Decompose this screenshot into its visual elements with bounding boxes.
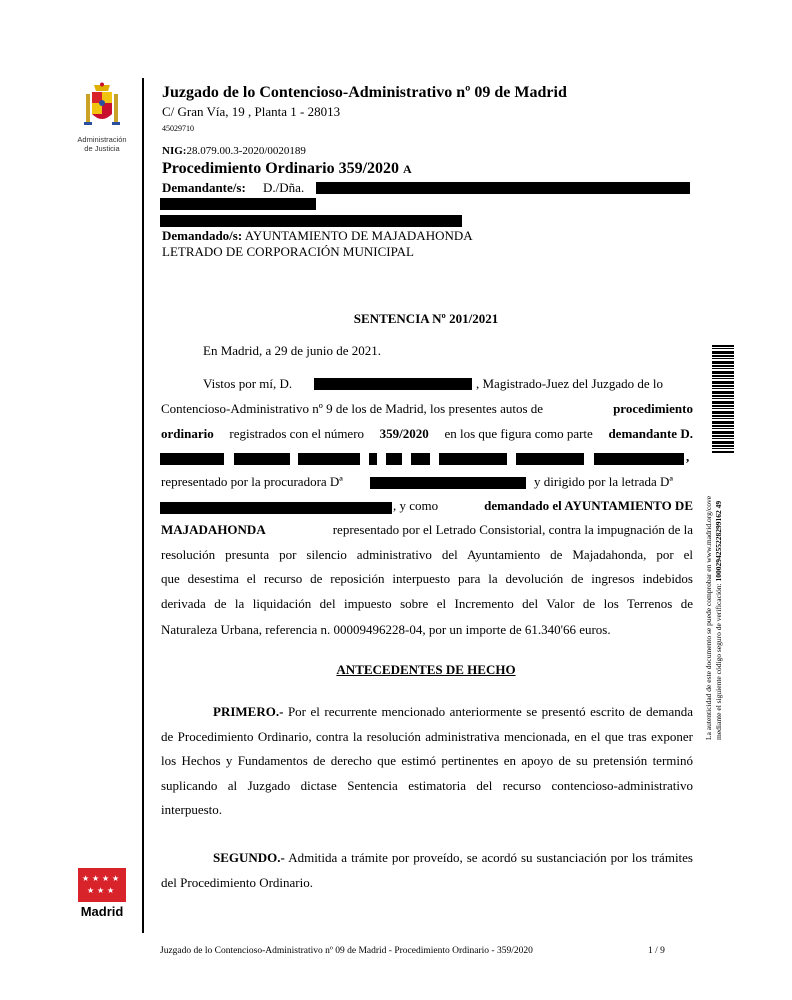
redaction <box>369 453 377 465</box>
paragraph-primero <box>161 700 693 823</box>
redaction <box>160 215 462 227</box>
body-line-1a: Vistos por mí, D. <box>203 376 293 391</box>
redaction <box>516 453 584 465</box>
paragraph-segundo <box>161 846 693 895</box>
redaction <box>314 378 472 390</box>
section-title: ANTECEDENTES DE HECHO <box>336 662 516 677</box>
body-line-8: resolución presunta por silencio administrativo del Ayuntamiento de Majadahonda, por el <box>161 547 693 562</box>
logo-caption-1: Administración <box>77 135 127 144</box>
nig-line <box>162 145 306 157</box>
madrid-name: Madrid <box>80 904 124 919</box>
redaction <box>160 198 316 210</box>
redaction <box>298 453 360 465</box>
verification-code: 1000294255228299162 49 <box>714 500 723 582</box>
primero-label: PRIMERO.- <box>213 704 284 719</box>
body-line-3a: ordinario <box>161 426 214 441</box>
plaintiff-prefix: D./Dña. <box>263 180 305 195</box>
redaction <box>160 502 392 514</box>
body-line-7a: MAJADAHONDA <box>161 522 266 537</box>
body-line-5a: representado por la procuradora Dª <box>161 474 343 489</box>
primero-text: Por el recurrente mencionado anteriormente se presentó escrito de demanda de Procedimiento Ordinario, contra la resolución administrativa mencionada, en el que tras exponer los Hechos y Fundamentos de derecho que estimó pertinentes en apoyo de su pretensión terminó suplicando al Juzgado dictase Sentencia estimatoria del recurso contencioso-administrativo interpuesto. <box>161 704 694 818</box>
sentence-title: SENTENCIA Nº 201/2021 <box>353 311 499 326</box>
logo-caption-2: de Justicia <box>84 144 120 153</box>
redaction <box>411 453 430 465</box>
redaction <box>594 453 684 465</box>
redaction <box>370 477 526 489</box>
court-name: Juzgado de lo Contencioso-Administrativo nº 09 de Madrid <box>162 84 567 101</box>
segundo-text: Admitida a trámite por proveído, se acordó su sustanciación por los trámites del Procedimiento Ordinario. <box>161 850 693 890</box>
body-line-3 <box>161 426 693 442</box>
madrid-logo <box>78 868 126 919</box>
plaintiff-label: Demandante/s: <box>162 180 246 195</box>
defendant-1: AYUNTAMIENTO DE MAJADAHONDA <box>244 228 473 243</box>
body-line-6a: , y como <box>393 498 439 513</box>
page-number: 1 / 9 <box>648 946 665 956</box>
nig-value: 28.079.00.3-2020/0020189 <box>186 145 306 157</box>
body-line-2b: procedimiento <box>613 401 693 416</box>
redaction <box>234 453 290 465</box>
defendant-2: LETRADO DE CORPORACIÓN MUNICIPAL <box>162 244 414 259</box>
body-line-4-end: , <box>686 449 690 464</box>
margin-rule <box>142 78 144 933</box>
body-line-10: derivada de la liquidación del impuesto sobre el Incremento del Valor de los Terrenos de <box>161 596 693 611</box>
defendant-label: Demandado/s: <box>162 228 243 243</box>
court-code: 45029710 <box>162 124 194 133</box>
redaction <box>439 453 507 465</box>
body-line-6b: demandado el AYUNTAMIENTO DE <box>484 498 693 513</box>
body-line-2a: Contencioso-Administrativo nº 9 de los de Madrid, los presentes autos de <box>161 401 544 416</box>
verification-line-1: La autenticidad de este documento se puede comprobar en www.madrid.org/cove <box>704 495 713 740</box>
procedure-suffix: A <box>403 162 412 176</box>
body-line-3d: en los que figura como parte <box>444 426 593 441</box>
coat-of-arms-icon <box>80 82 124 130</box>
body-line-2 <box>161 401 693 417</box>
justice-logo <box>74 82 130 153</box>
defendant-line <box>162 228 473 244</box>
body-line-9: que desestima el recurso de reposición interpuesto para la devolución de ingresos indebidos <box>161 571 693 586</box>
body-line-3c: 359/2020 <box>379 426 429 441</box>
body-line-11: Naturaleza Urbana, referencia n. 00009496228-04, por un importe de 61.340'66 euros. <box>161 622 611 637</box>
procedure-title: Procedimiento Ordinario 359/2020 <box>162 160 400 177</box>
footer-text: Juzgado de lo Contencioso-Administrativo nº 09 de Madrid - Procedimiento Ordinario - 359/2020 <box>160 946 533 956</box>
body-line-1b: , Magistrado-Juez del Juzgado de lo <box>476 376 664 391</box>
body-line-3e: demandante D. <box>608 426 693 441</box>
body-line-7b: representado por el Letrado Consistorial, contra la impugnación de la <box>332 522 693 537</box>
segundo-label: SEGUNDO.- <box>213 850 285 865</box>
redaction <box>316 182 690 194</box>
nig-label: NIG: <box>162 145 187 157</box>
body-line-3b: registrados con el número <box>229 426 365 441</box>
madrid-flag-icon: ★ ★ ★ ★ ★ ★ ★ <box>78 868 126 902</box>
barcode-icon <box>712 345 734 453</box>
body-line-5b: y dirigido por la letrada Dª <box>534 474 673 489</box>
procedure-line <box>162 160 412 178</box>
body-line-7 <box>161 522 693 538</box>
court-address: C/ Gran Vía, 19 , Planta 1 - 28013 <box>162 104 341 119</box>
plaintiff-line <box>162 180 304 196</box>
redaction <box>160 453 224 465</box>
verification-line-2: mediante el siguiente código seguro de verificación: 1000294255228299162 49 <box>714 500 723 740</box>
date-line: En Madrid, a 29 de junio de 2021. <box>203 343 381 358</box>
verification-note <box>704 496 724 740</box>
redaction <box>386 453 402 465</box>
body-line-6 <box>393 498 693 514</box>
